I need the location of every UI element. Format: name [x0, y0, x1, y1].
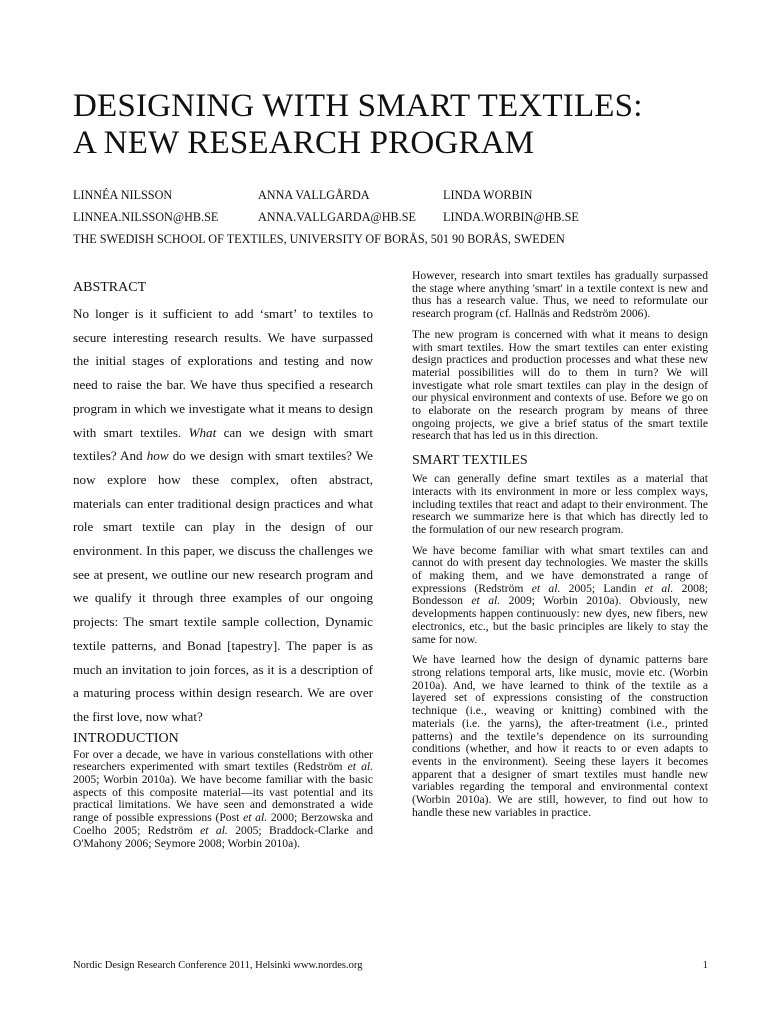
footer-conference: Nordic Design Research Conference 2011, Helsinki www.nordes.org	[73, 960, 363, 971]
author-block	[73, 184, 713, 250]
abstract-text-part: do we design with smart textiles? We now explore how these complex, often abstract, materials can enter traditional design practices and what role smart textile can play in the design of our environment. In this paper, we discuss the challenges we see at present, we outline our new research program and we qualify it through three examples of our ongoing projects: The smart textile sample collection, Dynamic textile patterns, and Bonad [tapestry]. The paper is as much an invitation to join forces, as it is a description of a maturing process within design research. We are over the first love, now what?	[73, 448, 373, 724]
introduction-paragraph	[73, 749, 373, 851]
body-paragraph: The new program is concerned with what it means to design with smart textiles. How the smart textiles can enter existing design practices and production processes and what these new material possibilities will do to them in turn? We will investigate what role smart textiles can play in the design of our physical environment and contexts of use. Before we go on to elaborate on the research program by means of three ongoing projects, we give a brief status of the smart textile research that has led us in this direction.	[412, 327, 708, 443]
abstract-text	[73, 302, 373, 729]
page-number: 1	[702, 960, 708, 971]
text-part: We have become familiar with what smart textiles can and cannot do with present day technologies. We master the skills of making them, and we have demonstrated a range of expressions (Redström	[412, 543, 708, 595]
author-name: ANNA VALLGÅRDA	[258, 188, 370, 202]
et-al: et al.	[200, 823, 228, 837]
text-part: 2009; Worbin 2010a). Obviously, new developments happen continuously: new dyes, new fibers, new electronics, etc., but the basic principles are likely to stay the same for now.	[412, 594, 708, 646]
abstract-text-part: can we design with smart textiles? And	[73, 424, 374, 464]
et-al: et al.	[347, 760, 373, 774]
author-email: ANNA.VALLGARDA@HB.SE	[258, 210, 416, 224]
left-column	[73, 278, 373, 850]
author-name: LINNÉA NILSSON	[73, 188, 173, 202]
abstract-text-part: No longer is it sufficient to add ‘smart’ to textiles to secure interesting research results. We have surpassed the initial stages of explorations and testing and now need to raise the bar. We have thus specified a research program in which we investigate what it means to design with smart textiles.	[73, 306, 373, 440]
title-line-2: A NEW RESEARCH PROGRAM	[73, 125, 535, 161]
abstract-emphasis: What	[188, 424, 217, 440]
text-part: 2008; Bondesson	[412, 581, 708, 608]
author-email: LINNEA.NILSSON@HB.SE	[73, 210, 219, 224]
title-line-1: DESIGNING WITH SMART TEXTILES:	[73, 88, 643, 124]
text-part: 2000; Berzowska and Coelho 2005; Redström	[73, 811, 373, 837]
text-part: 2005; Braddock-Clarke and O'Mahony 2006; Seymore 2008; Worbin 2010a).	[73, 823, 373, 850]
body-paragraph: We have learned how the design of dynamic patterns bare strong relations temporal arts, like music, movie etc. (Worbin 2010a). And, we have learned to think of the textile as a layered set of expressions consisting of the construction technique (i.e., weaving or knitting) combined with the materials (i.e. the yarns), the after-treatment (i.e., printed patterns) and the textile’s dependence on its surrounding conditions (whether, and how it reacts to or even adapts to events in the environment). Seeing these layers it becomes apparent that a designer of smart textiles must handle new variables regarding the temporal and environmental context (Worbin 2010a). We are still, however, to find out how to handle these new variables in practice.	[412, 653, 708, 819]
abstract-heading: ABSTRACT	[73, 280, 147, 295]
text-part: 2005; Worbin 2010a). We have become familiar with the basic aspects of this composite material—its vast potential and its practical limitations. We have seen and demonstrated a wide range of possible expressions (Post	[73, 773, 373, 825]
author-email: LINDA.WORBIN@HB.SE	[443, 210, 579, 224]
author-names-row	[73, 184, 713, 206]
body-paragraph: We can generally define smart textiles as a material that interacts with its environment in more or less complex ways, including textiles that react and adapt to their environment. The research we summarize here is that which has directly led to the formulation of our new research program.	[412, 472, 708, 536]
et-al: et al.	[243, 811, 268, 825]
page-footer	[73, 960, 708, 971]
text-part: 2005; Landin	[560, 581, 645, 595]
paper-title	[73, 88, 713, 162]
et-al: et al.	[471, 594, 501, 608]
right-column	[412, 270, 708, 827]
introduction-heading: INTRODUCTION	[73, 730, 179, 746]
author-name: LINDA WORBIN	[443, 188, 533, 202]
body-paragraph: However, research into smart textiles has gradually surpassed the stage where anything 'smart' in a textile context is new and thus has a research value. Thus, we need to reformulate our research program (cf. Hallnäs and Redström 2006).	[412, 269, 708, 321]
et-al: et al.	[644, 581, 674, 595]
affiliation: THE SWEDISH SCHOOL OF TEXTILES, UNIVERSITY OF BORÅS, 501 90 BORÅS, SWEDEN	[73, 232, 565, 246]
et-al: et al.	[531, 581, 561, 595]
author-emails-row	[73, 206, 713, 228]
text-part: For over a decade, we have in various constellations with other researchers experimented with smart textiles (Redström	[73, 747, 373, 774]
smart-textiles-heading: SMART TEXTILES	[412, 453, 528, 469]
abstract-emphasis: how	[146, 448, 169, 464]
body-paragraph	[412, 545, 708, 647]
